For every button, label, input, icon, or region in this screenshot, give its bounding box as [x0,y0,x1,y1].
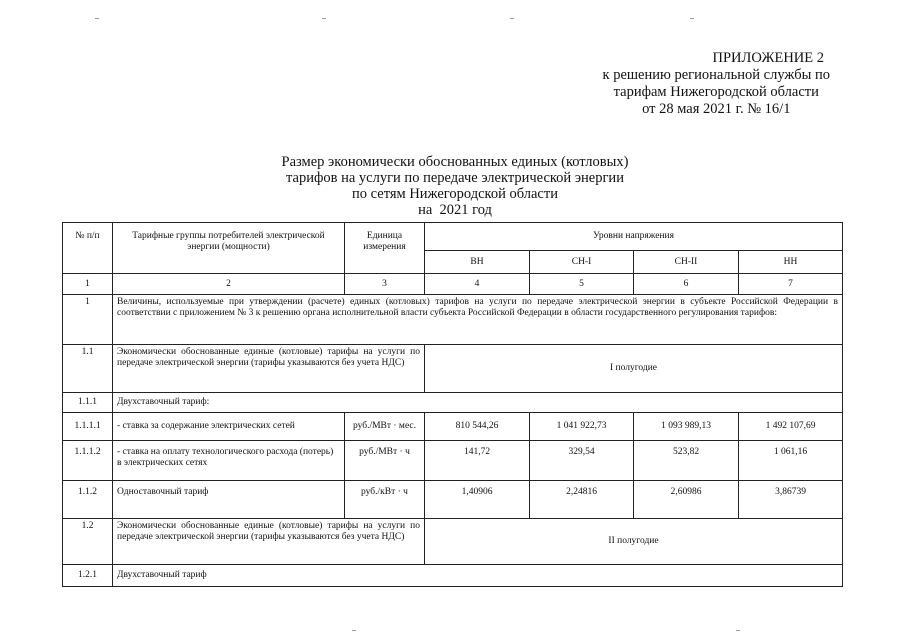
col-index: 1 [63,274,113,295]
table-row [63,519,843,565]
appendix-label: ПРИЛОЖЕНИЕ 2 [712,50,824,66]
row-unit: руб./МВт · мес. [345,413,425,441]
row-text: Двухставочный тариф: [113,393,843,413]
value-vn: 141,72 [425,441,530,481]
col-index: 6 [634,274,739,295]
value-nn: 1 061,16 [739,441,843,481]
row-text: - ставка на оплату технологического расхода (потерь) в электрических сетях [113,441,345,481]
scan-mark [95,18,99,19]
row-num: 1 [63,295,113,345]
value-sn1: 329,54 [530,441,634,481]
title-line-3: по сетям Нижегородской области [352,186,558,202]
col-index: 4 [425,274,530,295]
scan-mark [736,630,740,631]
row-text: - ставка за содержание электрических сетей [113,413,345,441]
value-vn: 810 544,26 [425,413,530,441]
row-text: Экономически обоснованные единые (котловые) тарифы на услуги по передаче электрической энергии (тарифы указываются без учета НДС) [113,345,425,393]
row-text: Экономически обоснованные единые (котловые) тарифы на услуги по передаче электрической энергии (тарифы указываются без учета НДС) [113,519,425,565]
appendix-details [603,67,830,118]
row-num: 1.1.1.2 [63,441,113,481]
row-num: 1.1 [63,345,113,393]
col-index: 2 [113,274,345,295]
row-unit: руб./МВт · ч [345,441,425,481]
document-title [200,154,710,218]
row-text: Величины, используемые при утверждении (расчете) единых (котловых) тарифов на услуги по передаче электрической энергии в субъекте Российской Федерации в соответствии с приложением № 3 к решению органа исполнительной власти субъекта Российской Федерации в области государственного регулирования тарифов: [113,295,843,345]
row-num: 1.2.1 [63,565,113,587]
title-line-2: тарифов на услуги по передаче электрической энергии [286,170,624,186]
appendix-line-1: к решению региональной службы по [602,67,830,83]
row-num: 1.2 [63,519,113,565]
period-label: II полугодие [425,519,843,565]
scan-mark [690,18,694,19]
col-index: 5 [530,274,634,295]
row-num: 1.1.1 [63,393,113,413]
title-line-1: Размер экономически обоснованных единых (котловых) [281,154,629,170]
tariff-table [62,222,843,587]
scan-mark [352,630,356,631]
row-text: Одноставочный тариф [113,481,345,519]
value-nn: 3,86739 [739,481,843,519]
value-sn2: 2,60986 [634,481,739,519]
title-line-4: на 2021 год [418,202,492,218]
period-label: I полугодие [425,345,843,393]
header-levels: Уровни напряжения [425,223,843,251]
table-header-row [63,223,843,251]
col-index: 3 [345,274,425,295]
value-sn2: 1 093 989,13 [634,413,739,441]
appendix-line-2: тарифам Нижегородской области [613,84,819,100]
col-index: 7 [739,274,843,295]
level-sn2: СН-II [634,251,739,274]
table-row [63,393,843,413]
table-row [63,565,843,587]
value-sn1: 2,24816 [530,481,634,519]
header-group: Тарифные группы потребителей электрической энергии (мощности) [113,223,345,274]
level-vn: ВН [425,251,530,274]
value-sn1: 1 041 922,73 [530,413,634,441]
row-num: 1.1.2 [63,481,113,519]
row-num: 1.1.1.1 [63,413,113,441]
table-row [63,481,843,519]
level-nn: НН [739,251,843,274]
scan-mark [322,18,326,19]
row-text: Двухставочный тариф [113,565,843,587]
header-num: № п/п [63,223,113,274]
table-index-row [63,274,843,295]
row-unit: руб./кВт · ч [345,481,425,519]
value-nn: 1 492 107,69 [739,413,843,441]
level-sn1: СН-I [530,251,634,274]
table-row [63,441,843,481]
value-sn2: 523,82 [634,441,739,481]
table-row [63,413,843,441]
scan-mark [510,18,514,19]
appendix-line-3: от 28 мая 2021 г. № 16/1 [642,101,791,117]
table-row [63,295,843,345]
header-unit: Единица измерения [345,223,425,274]
value-vn: 1,40906 [425,481,530,519]
appendix-header [603,50,830,118]
table-row [63,345,843,393]
